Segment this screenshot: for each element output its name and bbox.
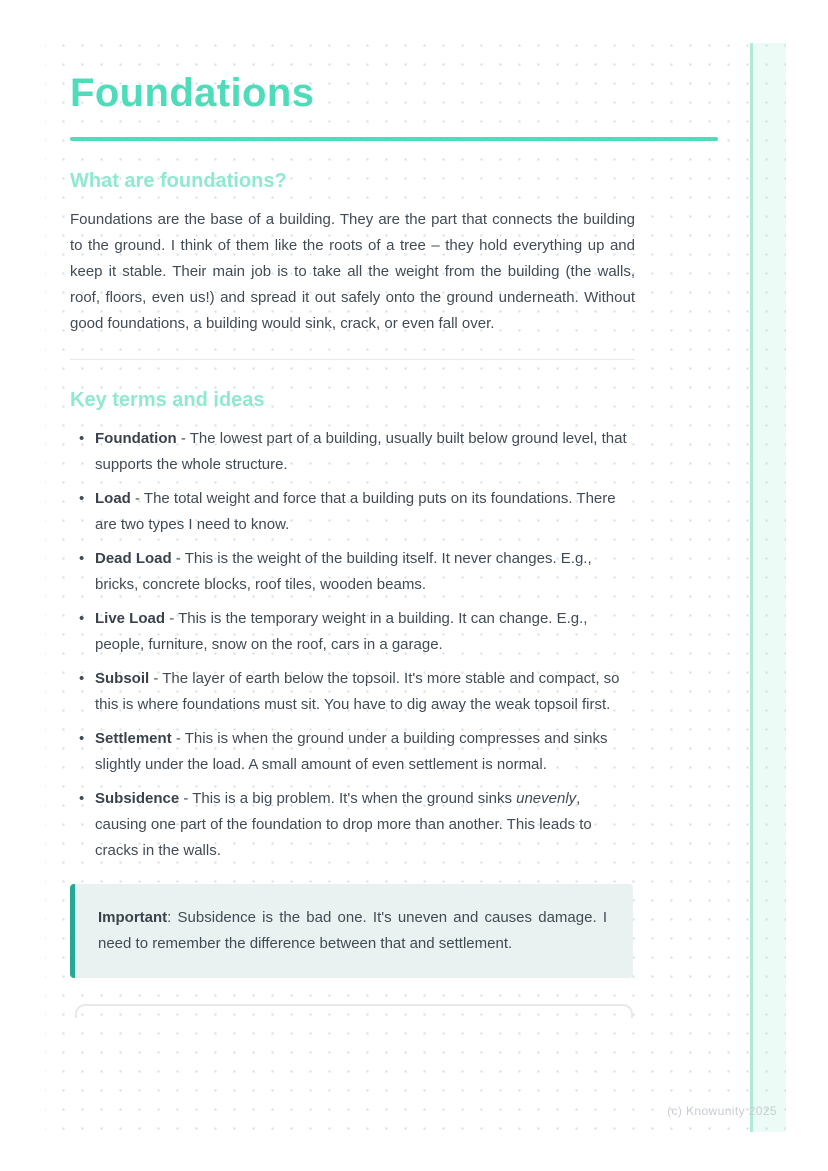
copyright-footer: (c) Knowunity 2025	[667, 1104, 777, 1118]
list-item-foundation	[95, 426, 633, 478]
term-label: Subsoil	[95, 670, 150, 687]
key-terms-list	[70, 426, 633, 864]
margin-line	[750, 43, 753, 1132]
title-underline	[70, 137, 718, 141]
list-item-subsidence	[95, 786, 633, 864]
list-item-settlement	[95, 726, 633, 778]
section-heading-key-terms: Key terms and ideas	[70, 389, 265, 411]
term-definition-italic: unevenly	[516, 790, 577, 807]
page-content	[70, 43, 720, 1018]
margin-strip	[753, 43, 786, 1132]
important-callout	[70, 884, 633, 978]
term-definition: - The layer of earth below the topsoil. It's more stable and compact, so this is where foundations must sit. You have to dig away the weak topsoil first.	[95, 670, 620, 713]
callout-label: Important	[98, 909, 168, 926]
note-page	[45, 43, 786, 1132]
intro-paragraph: Foundations are the base of a building. They are the part that connects the building to the ground. I think of them like the roots of a tree – they hold everything up and keep it stable. Their main job is to take all the weight from the building (the walls, roof, floors, even us!) and spread it out safely onto the ground underneath. Without good foundations, a building would sink, crack, or even fall over.	[70, 211, 635, 332]
term-label: Load	[95, 490, 131, 507]
term-definition: - This is the weight of the building itself. It never changes. E.g., bricks, concrete blocks, roof tiles, wooden beams.	[95, 550, 592, 593]
term-label: Dead Load	[95, 550, 172, 567]
list-item-live-load	[95, 606, 633, 658]
page-title: Foundations	[70, 71, 315, 115]
term-definition: - The lowest part of a building, usually built below ground level, that supports the whole structure.	[95, 430, 627, 473]
term-definition-pre: - This is a big problem. It's when the ground sinks	[183, 790, 517, 807]
term-definition: - The total weight and force that a building puts on its foundations. There are two types I need to know.	[95, 490, 616, 533]
callout-body: : Subsidence is the bad one. It's uneven and causes damage. I need to remember the difference between that and settlement.	[98, 909, 607, 952]
term-definition: - This is the temporary weight in a building. It can change. E.g., people, furniture, snow on the roof, cars in a garage.	[95, 610, 588, 653]
term-label: Foundation	[95, 430, 177, 447]
list-item-subsoil	[95, 666, 633, 718]
term-label: Live Load	[95, 610, 166, 627]
section-heading-what-are-foundations: What are foundations?	[70, 170, 287, 192]
term-label: Subsidence	[95, 790, 180, 807]
list-item-load	[95, 486, 633, 538]
term-definition: - This is when the ground under a building compresses and sinks slightly under the load. A small amount of even settlement is normal.	[95, 730, 608, 773]
term-definition-post: , causing one part of the foundation to drop more than another. This leads to cracks in the walls.	[95, 790, 592, 859]
section-divider	[70, 359, 635, 360]
list-item-dead-load	[95, 546, 633, 598]
next-section-divider	[75, 1004, 633, 1018]
term-label: Settlement	[95, 730, 172, 747]
